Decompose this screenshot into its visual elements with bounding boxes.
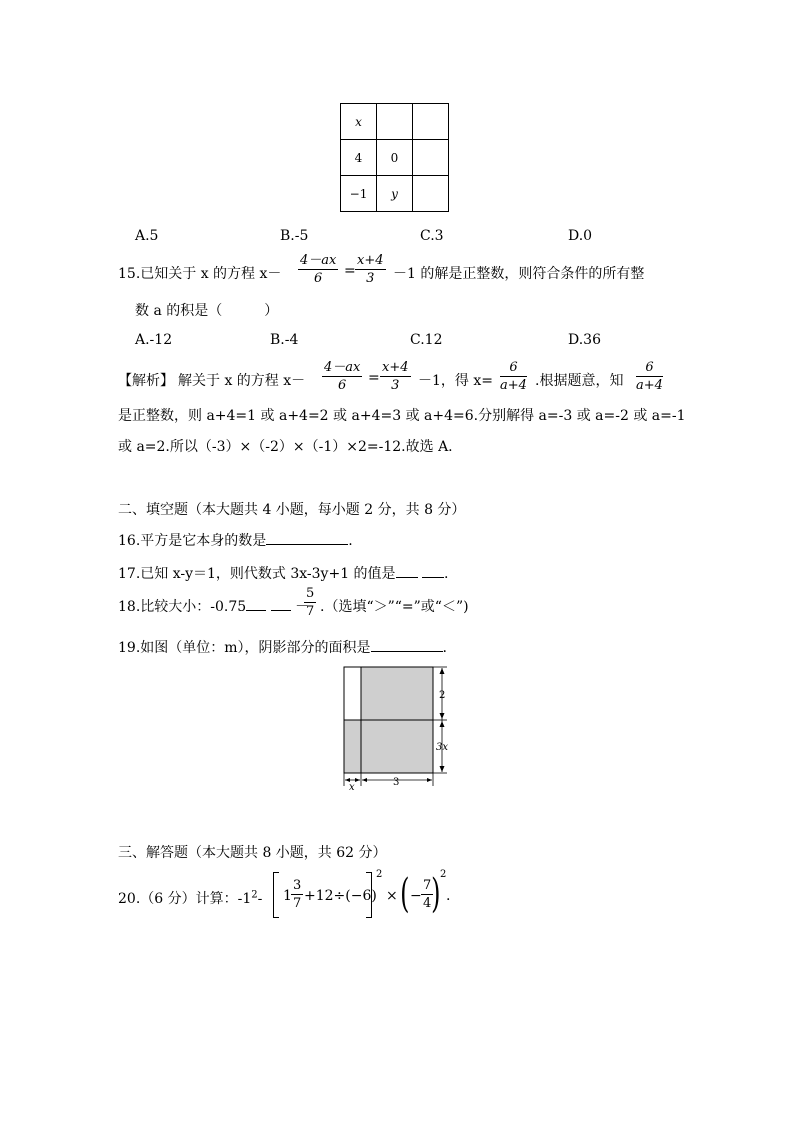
answer-blank: [422, 563, 444, 578]
minus-sign: -: [257, 891, 263, 907]
q15-stem-mid: －1 的解是正整数，则符合条件的所有整: [393, 266, 645, 282]
grid-cell: [413, 104, 449, 140]
times-sign: ×: [386, 888, 398, 904]
option-a: A.-12: [135, 332, 173, 348]
q17-text: 17.已知 x-y＝1，则代数式 3x-3y+1 的值是: [118, 566, 396, 582]
shaded-area-figure: [335, 662, 465, 792]
analysis-part2: －1，得 x=: [418, 373, 493, 389]
grid-cell: x: [341, 104, 377, 140]
analysis-fraction-2: [380, 359, 411, 394]
right-bracket: [366, 872, 372, 918]
fraction-denominator: 6: [338, 378, 347, 393]
grid-cell: [413, 176, 449, 212]
shaded-region-bottom: [344, 720, 433, 773]
fraction-numerator: 4－ax: [300, 253, 337, 268]
answer-blank: [396, 563, 418, 578]
option-d: D.36: [568, 332, 601, 348]
analysis-part1: 解关于 x 的方程 x－: [178, 373, 306, 389]
equals-sign: =: [344, 263, 356, 279]
q18-text: 18.比较大小：-0.75: [118, 599, 247, 615]
q16-end: .: [348, 533, 353, 549]
grid-cell: [377, 104, 413, 140]
exponent: 2: [251, 889, 258, 901]
q16: [118, 530, 353, 550]
q15-prefix: 15.已知关于 x 的方程 x－: [118, 266, 282, 282]
fraction-denominator: a+4: [500, 378, 527, 393]
q15-fraction-2: [355, 252, 386, 287]
option-c: C.3: [420, 228, 444, 244]
shaded-region-top: [361, 667, 433, 720]
fraction-numerator: 6: [500, 359, 527, 377]
minus-sign: －: [295, 599, 310, 615]
fraction-numerator: 4－ax: [324, 360, 361, 375]
q19-end: .: [442, 640, 447, 656]
fraction-denominator: 4: [423, 896, 432, 911]
mixed-number-fraction: [291, 877, 303, 912]
section3-heading: 三、解答题（本大题共 8 小题，共 62 分）: [118, 845, 387, 861]
exponent: 2: [440, 869, 447, 880]
minus-sign: −: [410, 888, 422, 904]
fraction-numerator: x+4: [382, 360, 409, 375]
grid-cell: 0: [377, 140, 413, 176]
grid-cell: −1: [341, 176, 377, 212]
fraction-denominator: 7: [293, 896, 302, 911]
fraction-denominator: 3: [391, 378, 400, 393]
answer-blank: [271, 596, 291, 611]
option-d: D.0: [568, 228, 593, 244]
fraction-numerator: 5: [306, 586, 315, 601]
arrow-head: [440, 668, 445, 674]
analysis-fraction-1: [322, 359, 362, 394]
section2-heading: 二、填空题（本大题共 4 小题，每小题 2 分，共 8 分）: [118, 502, 466, 518]
arrow-head: [362, 778, 367, 782]
grid-row: [341, 104, 449, 140]
fraction-denominator: a+4: [636, 378, 663, 393]
q19-text: 19.如图（单位：m），阴影部分的面积是: [118, 640, 371, 656]
q20-prefix: [118, 888, 262, 908]
answer-blank: [371, 637, 443, 652]
analysis-fraction-4: [636, 359, 663, 394]
arrow-head: [440, 721, 445, 727]
option-c: C.12: [410, 332, 443, 348]
arrow-head: [355, 778, 360, 782]
number-grid: [340, 103, 449, 212]
fraction-numerator: 7: [423, 878, 432, 893]
label-2: 2: [439, 690, 446, 701]
option-b: B.-5: [280, 228, 309, 244]
analysis-part3: .根据题意，知: [535, 373, 624, 389]
arrow-head: [440, 766, 445, 772]
fraction-denominator: 7: [306, 604, 315, 619]
analysis-line3: 或 a=2.所以（-3）×（-2）×（-1）×2=-12.故选 A.: [118, 439, 453, 455]
analysis-tag: 【解析】: [118, 373, 174, 389]
option-b: B.-4: [270, 332, 299, 348]
q15-stem-line2: 数 a 的积是（ ）: [135, 303, 279, 319]
q20-end: .: [446, 888, 451, 904]
fraction-denominator: 6: [314, 271, 323, 286]
arrow-head: [440, 713, 445, 719]
q15-fraction-1: [298, 252, 338, 287]
label-3: 3: [393, 777, 400, 788]
mixed-number-whole: 1: [283, 888, 292, 904]
fraction-denominator: 3: [366, 271, 375, 286]
grid-cell: [413, 140, 449, 176]
analysis-line2: 是正整数，则 a+4=1 或 a+4=2 或 a+4=3 或 a+4=6.分别解得 a=-3 或 a=-2 或 a=-1: [118, 408, 686, 424]
label-3x: 3x: [436, 742, 449, 753]
equals-sign: =: [368, 370, 380, 386]
q17: [118, 563, 448, 583]
fraction-numerator: 6: [636, 359, 663, 377]
q20-expression: +12÷(−6): [304, 888, 377, 904]
analysis-fraction-3: [500, 359, 527, 394]
grid-cell: 4: [341, 140, 377, 176]
label-x: x: [349, 782, 355, 792]
exponent: 2: [376, 869, 383, 880]
grid-row: [341, 176, 449, 212]
fraction-numerator: x+4: [357, 253, 384, 268]
right-paren: ): [431, 871, 441, 917]
arrow-head: [427, 778, 432, 782]
grid-cell: y: [377, 176, 413, 212]
left-paren: (: [400, 871, 410, 917]
q16-text: 16.平方是它本身的数是: [118, 533, 267, 549]
q18: [118, 596, 309, 616]
q17-end: .: [444, 566, 449, 582]
q20-text: 20.（6 分）计算：-1: [118, 891, 252, 907]
q18-choice-hint: .（选填“＞”“=”或“＜”): [320, 599, 469, 615]
grid-row: [341, 140, 449, 176]
answer-blank: [246, 596, 266, 611]
left-bracket: [273, 872, 279, 918]
q19: [118, 637, 447, 657]
answer-blank: [266, 530, 348, 545]
option-a: A.5: [135, 228, 159, 244]
q18-fraction: [304, 585, 316, 620]
fraction-numerator: 3: [293, 878, 302, 893]
